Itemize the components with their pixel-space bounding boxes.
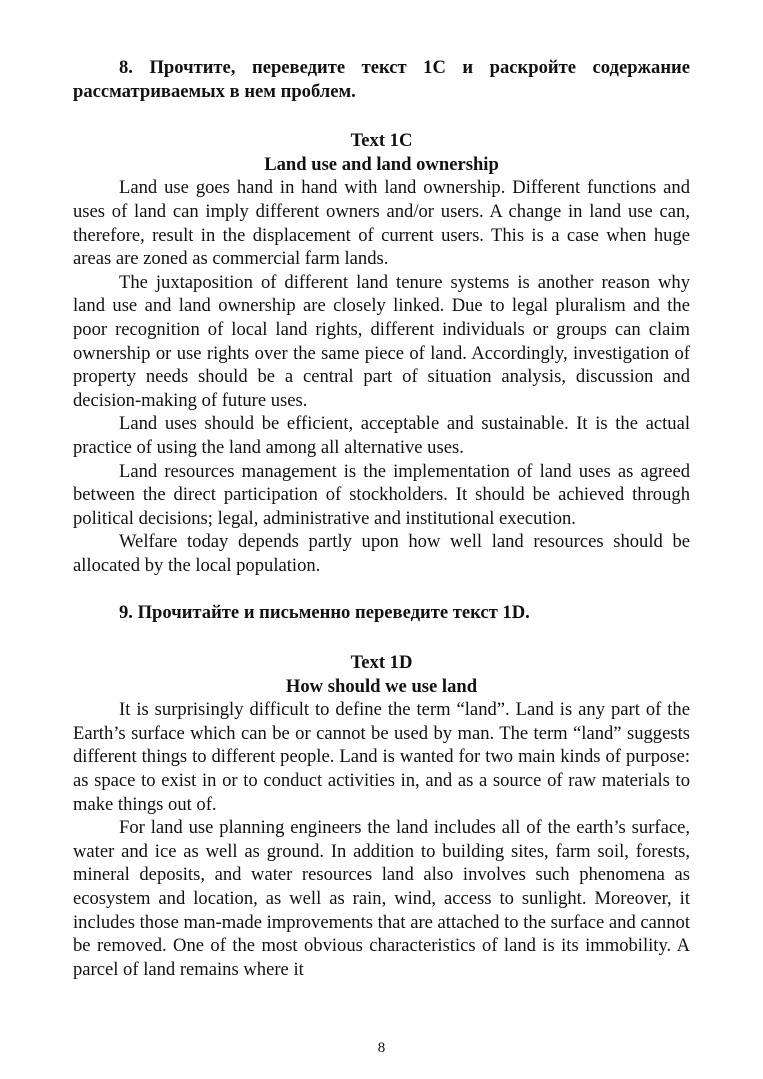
- task-8-instruction: 8. Прочтите, переведите текст 1С и раскройте содержание рассматриваемых в нем проблем.: [73, 57, 690, 102]
- text-1d-paragraph-2: For land use planning engineers the land includes all of the earth’s surface, water and ice as well as ground. In addition to building sites, farm soil, forests, mineral deposits, and water resources land also involves such phenomena as ecosystem and location, as well as rain, wind, access to sunlight. Moreover, it includes those man-made improvements that are attached to the surface and cannot be removed. One of the most obvious characteristics of land is its immobility. A parcel of land remains where it: [73, 817, 690, 980]
- spacer: [73, 103, 690, 129]
- text-1c-paragraph-1: Land use goes hand in hand with land ownership. Different functions and uses of land can imply different owners and/or users. A change in land use can, therefore, result in the displacement of current users. This is a case when huge areas are zoned as commercial farm lands.: [73, 177, 690, 270]
- page-number: 8: [377, 1040, 386, 1056]
- text-1c-title: Land use and land ownership: [264, 153, 499, 175]
- spacer: [73, 625, 690, 651]
- text-1d-label: Text 1D: [350, 652, 413, 674]
- text-1c-paragraph-3: Land uses should be efficient, acceptable and sustainable. It is the actual practice of using the land among all alternative uses.: [73, 413, 690, 458]
- task-9-instruction: 9. Прочитайте и письменно переведите текст 1D.: [119, 602, 530, 624]
- text-1d-title: How should we use land: [285, 675, 478, 697]
- spacer: [73, 577, 690, 601]
- text-1c-paragraph-5: Welfare today depends partly upon how well land resources should be allocated by the local population.: [73, 531, 690, 576]
- document-page: [73, 56, 690, 981]
- text-1c-paragraph-2: The juxtaposition of different land tenure systems is another reason why land use and land ownership are closely linked. Due to legal pluralism and the poor recognition of local land rights, different individuals or groups can claim ownership or use rights over the same piece of land. Accordingly, investigation of property needs should be a central part of situation analysis, discussion and decision-making of future uses.: [73, 271, 690, 411]
- text-1d-paragraph-1: It is surprisingly difficult to define the term “land”. Land is any part of the Earth’s surface which can be or cannot be used by man. The term “land” suggests different things to different people. Land is wanted for two main kinds of purpose: as space to exist in or to conduct activities in, and as a source of raw materials to make things out of.: [73, 699, 690, 815]
- text-1c-label: Text 1C: [350, 130, 413, 152]
- text-1c-paragraph-4: Land resources management is the implementation of land uses as agreed between the direct participation of stockholders. It should be achieved through political decisions; legal, administrative and institutional execution.: [73, 460, 690, 529]
